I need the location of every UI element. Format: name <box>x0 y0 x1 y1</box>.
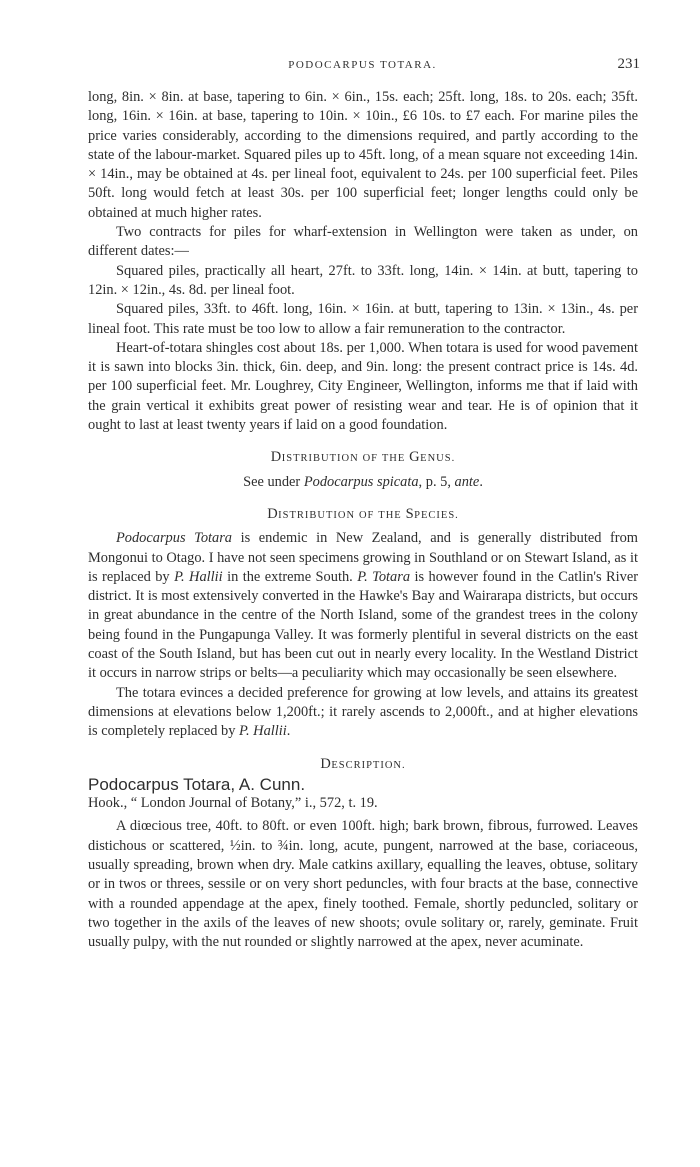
running-title: PODOCARPUS TOTARA. <box>288 59 437 71</box>
genus-distribution-heading: DISTRIBUTION OF THE GENUS. <box>270 449 456 466</box>
botany-reference: Hook., “ London Journal of Botany,” i., 572, t. 19. <box>88 795 378 812</box>
contract-one-paragraph: Squared piles, practically all heart, 27ft. to 33ft. long, 14in. × 14in. at butt, tapering to 12in. × 12in., 4s. 8d. per lineal foot. <box>88 262 638 298</box>
page-number: 231 <box>617 56 640 72</box>
pile-prices-paragraph: long, 8in. × 8in. at base, tapering to 6in. × 6in., 15s. each; 25ft. long, 18s. to 20s. each; 35ft. long, 16in. × 16in. at base, tapering to 10in. × 10in., £6 10s. to £7 each. For marine piles the price varies considerably, according to the dimensions required, and partly according to the state of the labour-market. Squared piles up to 45ft. long, of a mean square not exceeding 14in. × 14in., may be obtained at 4s. per lineal foot, equivalent to 24s. per 100 superficial feet. Piles 50ft. long would fetch at least 30s. per 100 superficial feet; longer lengths could only be obtained at much higher rates. <box>88 89 638 221</box>
page-header <box>85 56 640 76</box>
shingles-pavement-paragraph: Heart-of-totara shingles cost about 18s. per 1,000. When totara is used for wood pavement it is sawn into blocks 3in. thick, 6in. deep, and 9in. long: the present contract price is 14s. 4d. per 100 superficial feet. Mr. Loughrey, City Engineer, Wellington, informs me that if laid with the grain vertical it exhibits great power of resisting wear and tear. He is of opinion that it ought to last at least twenty years if laid on a good foundation. <box>88 339 638 434</box>
description-heading: DESCRIPTION. <box>320 755 406 772</box>
species-distribution-paragraph: Podocarpus Totara is endemic in New Zealand, and is generally distributed from Mongonui to Otago. I have not seen specimens growing in Southland or on Stewart Island, as it is replaced by P. Hallii in the extreme South. P. Totara is however found in the Catlin's River district. It is most extensively converted in the Hawke's Bay and Wairarapa districts, but occurs in great abundance in the centre of the North Island, some of the grandest trees in the colony being found in the Pungapunga Valley. It was formerly plentiful in several districts on the east coast of the South Island, but has been cut out in nearly every locality. In the Westland District it occurs in narrow strips or belts—a peculiarity which may occasionally be seen elsewhere. <box>88 530 639 682</box>
description-paragraph: A diœcious tree, 40ft. to 80ft. or even 100ft. high; bark brown, fibrous, furrowed. Leaves distichous or scattered, ½in. to ¾in. long, acute, pungent, narrowed at the base, coriaceous, usually spreading, brown when dry. Male catkins axillary, equalling the leaves, obtuse, solitary or in twos or threes, sessile or on very short peduncles, with four bracts at the base, connective with a rounded appendage at the apex, finely toothed. Female, shortly peduncled, solitary or two together in the axils of the leaves of new shoots; ovule solitary or, rarely, geminate. Fruit usually pulpy, with the nut rounded or slightly narrowed at the apex, never acuminate. <box>88 818 638 951</box>
genus-see-reference: See under Podocarpus spicata, p. 5, ante. <box>243 473 483 490</box>
species-name: Podocarpus Totara, A. Cunn. <box>88 774 306 794</box>
page-body <box>88 88 638 952</box>
contract-two-paragraph: Squared piles, 33ft. to 46ft. long, 16in. × 16in. at butt, tapering to 13in. × 13in., 4s. per lineal foot. This rate must be too low to allow a fair remuneration to the contractor. <box>88 301 638 337</box>
species-distribution-heading: DISTRIBUTION OF THE SPECIES. <box>267 505 459 522</box>
elevation-paragraph: The totara evinces a decided preference for growing at low levels, and attains its greatest dimensions at elevations below 1,200ft.; it rarely ascends to 2,000ft., and at higher elevations is completely replaced by P. Hallii. <box>88 684 638 740</box>
wharf-contracts-paragraph: Two contracts for piles for wharf-extension in Wellington were taken as under, on different dates:— <box>88 224 638 260</box>
